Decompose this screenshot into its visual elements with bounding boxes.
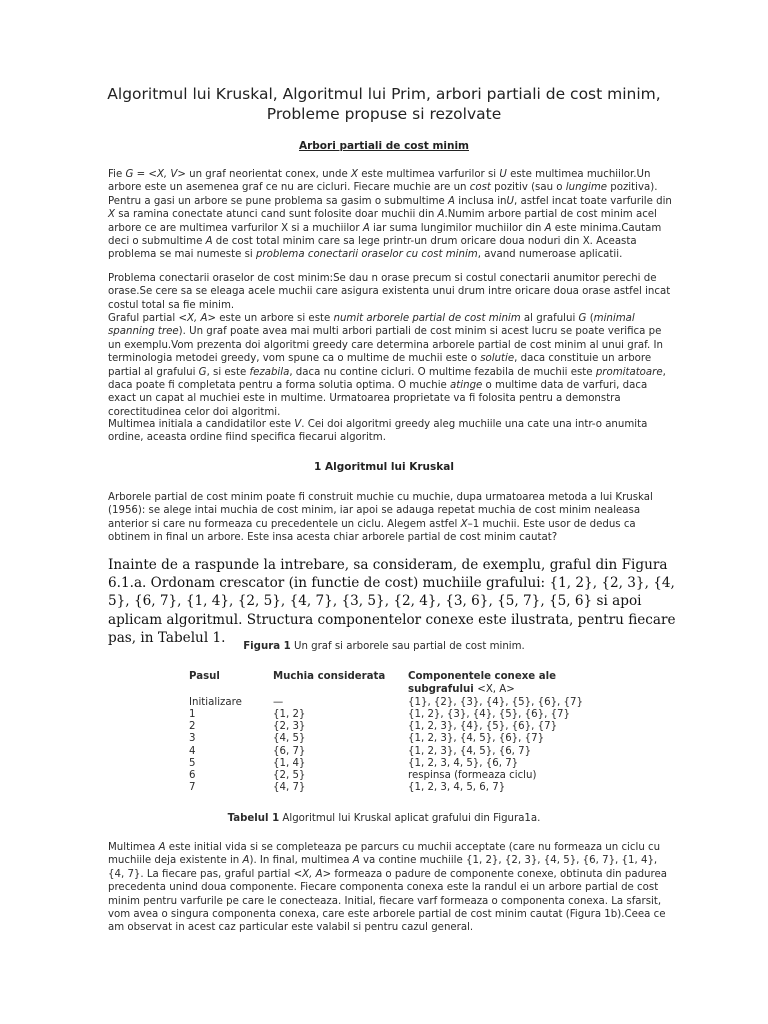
cell-edge: —: [273, 696, 284, 708]
cell-components: {1}, {2}, {3}, {4}, {5}, {6}, {7}: [408, 696, 583, 708]
paragraph-kruskal-result: Multimea A este initial vida si se completeaza pe parcurs cu muchii acceptate (care nu formeaza un ciclu cu muchiile deja existente in A). In final, multimea A va contine muchiile {1, 2}, {2, 3}, {4, 5}, {6, 7}, {1, 4}, {4, 7}. La fiecare pas, graful partial <X, A> formeaza o padure de componente conexe, obtinuta din padurea precedenta unind doua componente. Fiecare componenta conexa este la randul ei un arbore partial de cost minim pentru varfurile pe care le conecteaza. Initial, fiecare varf formeaza o componenta conexa. La sfarsit, vom avea o singura componenta conexa, care este arborele partial de cost minim cautat (Figura 1b).Ceea ce am observat in acest caz particular este valabil si pentru cazul general.: [108, 842, 667, 934]
table-header-row: [189, 670, 588, 697]
table-row: [189, 770, 588, 782]
cell-edge: {2, 5}: [273, 770, 306, 782]
cell-step: 5: [189, 757, 196, 769]
section-heading: Arbori partiali de cost minim: [298, 140, 469, 152]
kruskal-heading: 1 Algoritmul lui Kruskal: [314, 461, 454, 473]
column-header-edge: Muchia considerata: [273, 671, 386, 682]
cell-components: {1, 2, 3}, {4}, {5}, {6}, {7}: [408, 721, 558, 733]
cell-step: 1: [189, 709, 196, 721]
column-header-components: Componentele conexe ale subgrafului <X, A>: [408, 671, 557, 696]
cell-edge: {4, 5}: [273, 733, 306, 745]
table-row: [189, 721, 588, 733]
cell-step: 3: [189, 733, 196, 745]
cell-edge: {2, 3}: [273, 721, 306, 733]
cell-edge: {1, 4}: [273, 757, 306, 769]
table-row: [189, 782, 588, 794]
paragraph-spanning-tree: Graful partial <X, A> este un arbore si este numit arborele partial de cost minim al grafului G (minimal spanning tree). Un graf poate avea mai multi arbori partiali de cost minim si acest lucru se poate verifica pe un exemplu.Vom prezenta doi algoritmi greedy care determina arborele partial de cost minim al unui graf. In terminologia metodei greedy, vom spune ca o multime de muchii este o solutie, daca constituie un arbore partial al grafului G, si este fezabila, daca nu contine cicluri. O multime fezabila de muchii este promitatoare, daca poate fi completata pentru a forma solutia optima. O muchie atinge o multime data de varfuri, daca exact un capat al muchiei este in multime. Urmatoarea proprietate va fi folosita pentru a demonstra corectitudinea celor doi algoritmi.: [108, 313, 666, 418]
table-row: [189, 758, 588, 770]
table-row: [189, 697, 588, 709]
paragraph-candidates: Multimea initiala a candidatilor este V. Cei doi algoritmi greedy aleg muchiile una cate una intr-o anumita ordine, aceasta ordine fiind specifica fiecarui algoritm.: [108, 419, 648, 444]
cell-components: {1, 2, 3, 4, 5, 6, 7}: [408, 782, 506, 794]
document-title: Algoritmul lui Kruskal, Algoritmul lui Prim, arbori partiali de cost minim, Probleme propuse si rezolvate: [107, 85, 661, 123]
cell-step: 2: [189, 721, 196, 733]
cell-components: {1, 2, 3, 4, 5}, {6, 7}: [408, 757, 519, 769]
paragraph-problem: Problema conectarii oraselor de cost minim:Se dau n orase precum si costul conectarii anumitor perechi de orase.Se cere sa se eleaga acele muchii care asigura existenta unui drum intre oricare doua orase astfel incat costul total sa fie minim.: [108, 273, 671, 311]
paragraph-definition: Fie G = <X, V> un graf neorientat conex, unde X este multimea varfurilor si U este multimea muchiilor.Un arbore este un asemenea graf ce nu are cicluri. Fiecare muchie are un cost pozitiv (sau o lungime pozitiva). Pentru a gasi un arbore se pune problema sa gasim o submultime A inclusa inU, astfel incat toate varfurile din X sa ramina conectate atunci cand sunt folosite doar muchii din A.Numim arbore partial de cost minim acel arbore ce are multimea varfurilor X si a muchiilor A iar suma lungimilor muchiilor din A este minima.Cautam deci o submultime A de cost total minim care sa lege printr-un drum oricare doua noduri din X. Aceasta problema se mai numeste si problema conectarii oraselor cu cost minim, avand numeroase aplicatii.: [108, 169, 672, 261]
cell-components: respinsa (formeaza ciclu): [408, 770, 537, 782]
cell-step: Initializare: [189, 696, 242, 708]
cell-step: 7: [189, 782, 196, 794]
cell-components: {1, 2, 3}, {4, 5}, {6}, {7}: [408, 733, 545, 745]
table-row: [189, 733, 588, 745]
table-row: [189, 709, 588, 721]
cell-edge: {1, 2}: [273, 709, 306, 721]
cell-step: 4: [189, 745, 196, 757]
cell-edge: {4, 7}: [273, 782, 306, 794]
cell-components: {1, 2, 3}, {4, 5}, {6, 7}: [408, 745, 532, 757]
cell-edge: {6, 7}: [273, 745, 306, 757]
kruskal-steps-table: [189, 670, 588, 794]
cell-components: {1, 2}, {3}, {4}, {5}, {6}, {7}: [408, 709, 571, 721]
cell-step: 6: [189, 770, 196, 782]
table-row: [189, 746, 588, 758]
table-caption: Tabelul 1 Algoritmul lui Kruskal aplicat grafului din Figura1a.: [227, 813, 541, 824]
figure-caption: Figura 1 Un graf si arborele sau partial de cost minim.: [243, 641, 525, 652]
paragraph-kruskal-method: Arborele partial de cost minim poate fi construit muchie cu muchie, dupa urmatoarea metoda a lui Kruskal (1956): se alege intai muchia de cost minim, iar apoi se adauga repetat muchia de cost minim nealeasa anterior si care nu formeaza cu precedentele un ciclu. Alegem astfel X–1 muchii. Este usor de dedus ca obtinem in final un arbore. Este insa acesta chiar arborele partial de cost minim cautat?: [108, 492, 653, 544]
column-header-step: Pasul: [189, 671, 220, 682]
paragraph-example: Inainte de a raspunde la intrebare, sa consideram, de exemplu, graful din Figura 6.1.a. Ordonam crescator (in functie de cost) muchiile grafului: {1, 2}, {2, 3}, {4, 5}, {6, 7}, {1, 4}, {2, 5}, {4, 7}, {3, 5}, {2, 4}, {3, 6}, {5, 7}, {5, 6} si apoi aplicam algoritmul. Structura componentelor conexe este ilustrata, pentru fiecare pas, in Tabelul 1.: [108, 557, 676, 646]
